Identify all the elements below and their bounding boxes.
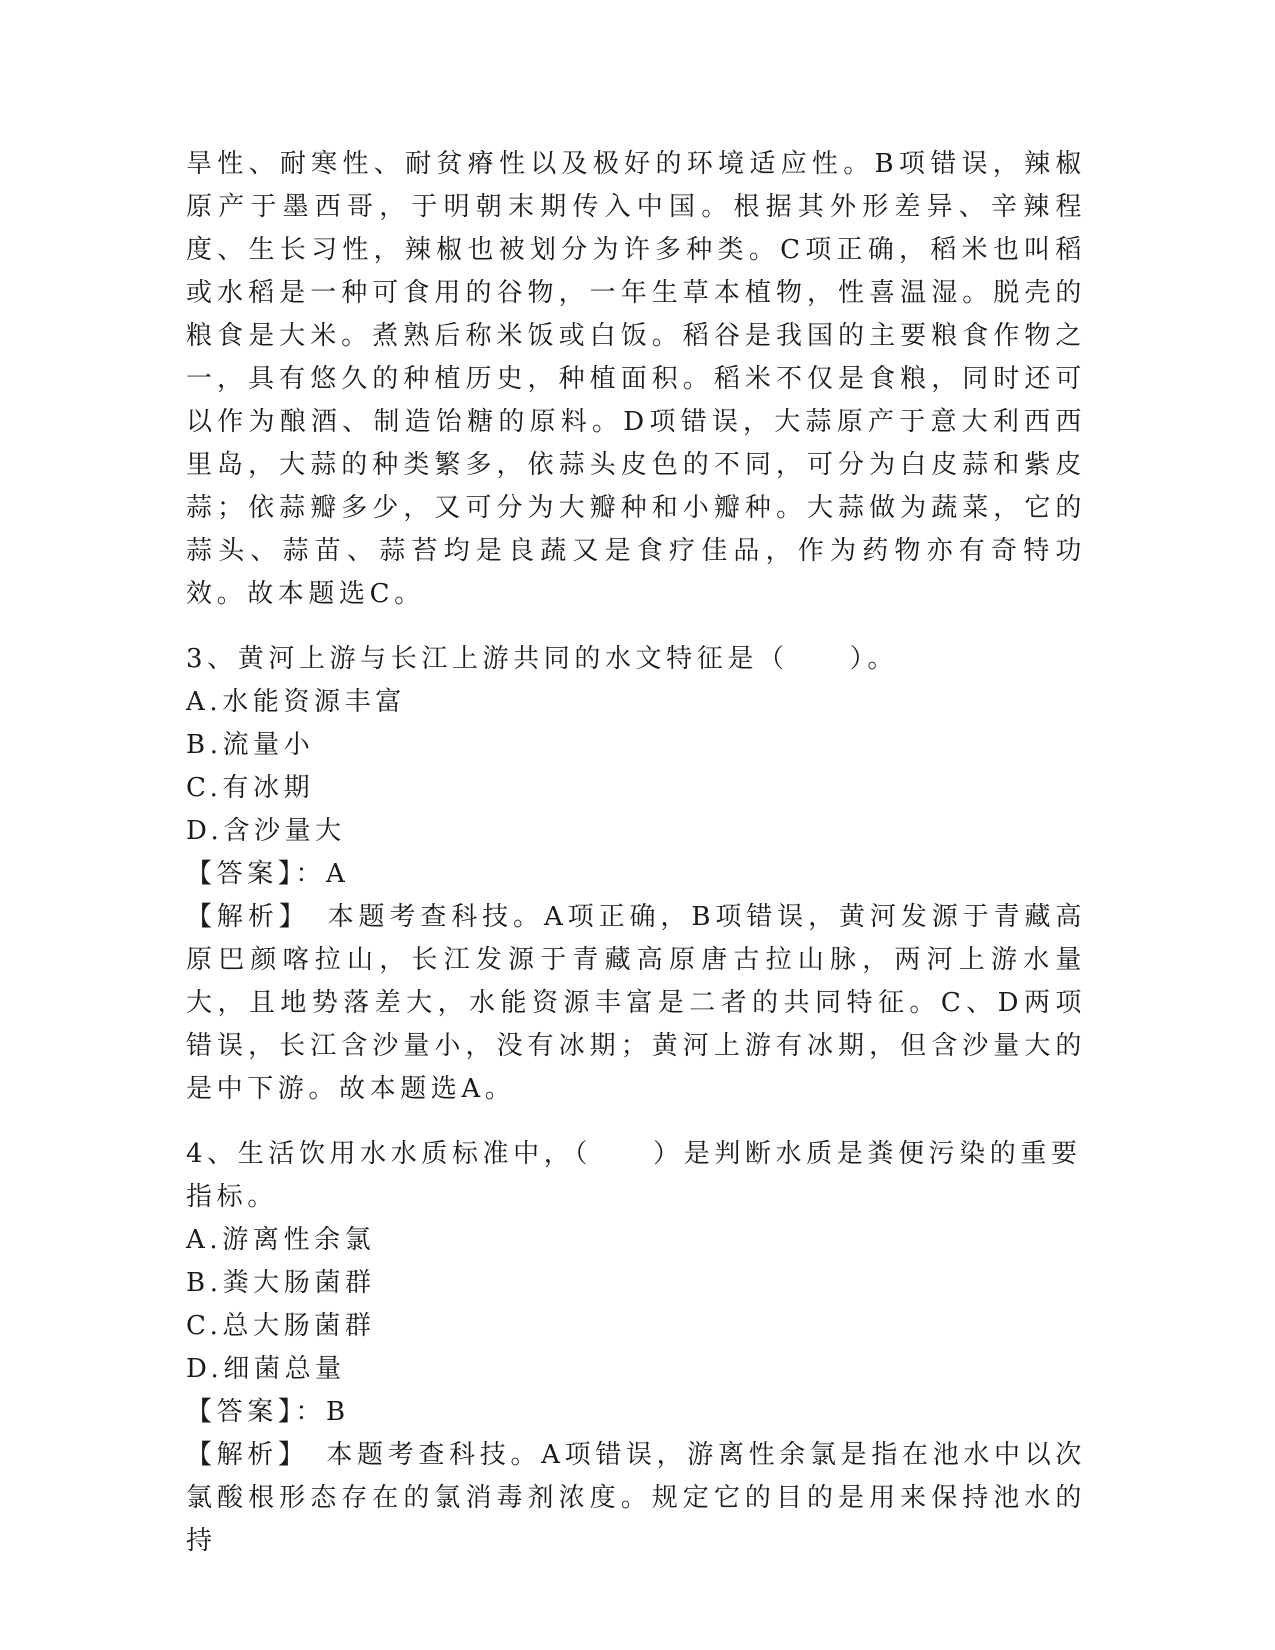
- question-stem: 3、黄河上游与长江上游共同的水文特征是（ ）。: [186, 644, 898, 674]
- option-c: C.有冰期: [186, 773, 315, 803]
- option-d: D.细菌总量: [186, 1354, 346, 1384]
- spacer: [186, 616, 1086, 638]
- document-page: [186, 143, 1086, 1563]
- question-4: [186, 1133, 1086, 1563]
- spacer: [186, 1111, 1086, 1133]
- previous-analysis-continuation: 旱性、耐寒性、耐贫瘠性以及极好的环境适应性。B项错误，辣椒原产于墨西哥，于明朝末期传入中国。根据其外形差异、辛辣程度、生长习性，辣椒也被划分为许多种类。C项正确，稻米也叫稻或水稻是一种可食用的谷物，一年生草本植物，性喜温湿。脱壳的粮食是大米。煮熟后称米饭或白饭。稻谷是我国的主要粮食作物之一，具有悠久的种植历史，种植面积。稻米不仅是食粮，同时还可以作为酿酒、制造饴糖的原料。D项错误，大蒜原产于意大利西西里岛，大蒜的种类繁多，依蒜头皮色的不同，可分为白皮蒜和紫皮蒜；依蒜瓣多少，又可分为大瓣种和小瓣种。大蒜做为蔬菜，它的蒜头、蒜苗、蒜苔均是良蔬又是食疗佳品，作为药物亦有奇特功效。故本题选C。: [186, 149, 1086, 609]
- option-c: C.总大肠菌群: [186, 1311, 376, 1341]
- option-b: B.流量小: [186, 730, 315, 760]
- analysis: 【解析】 本题考查科技。A项正确，B项错误，黄河发源于青藏高原巴颜喀拉山，长江发源于青藏高原唐古拉山脉，两河上游水量大，且地势落差大，水能资源丰富是二者的共同特征。C、D两项错误，长江含沙量小，没有冰期；黄河上游有冰期，但含沙量大的是中下游。故本题选A。: [186, 902, 1086, 1104]
- option-d: D.含沙量大: [186, 816, 346, 846]
- answer: 【答案】：B: [186, 1397, 350, 1427]
- question-3: [186, 638, 1086, 1111]
- option-a: A.水能资源丰富: [186, 687, 406, 717]
- question-stem: 4、生活饮用水水质标准中，（ ）是判断水质是粪便污染的重要指标。: [186, 1139, 1082, 1212]
- option-b: B.粪大肠菌群: [186, 1268, 376, 1298]
- analysis: 【解析】 本题考查科技。A项错误，游离性余氯是指在池水中以次氯酸根形态存在的氯消毒剂浓度。规定它的目的是用来保持池水的持: [186, 1440, 1086, 1556]
- answer: 【答案】：A: [186, 859, 350, 889]
- option-a: A.游离性余氯: [186, 1225, 376, 1255]
